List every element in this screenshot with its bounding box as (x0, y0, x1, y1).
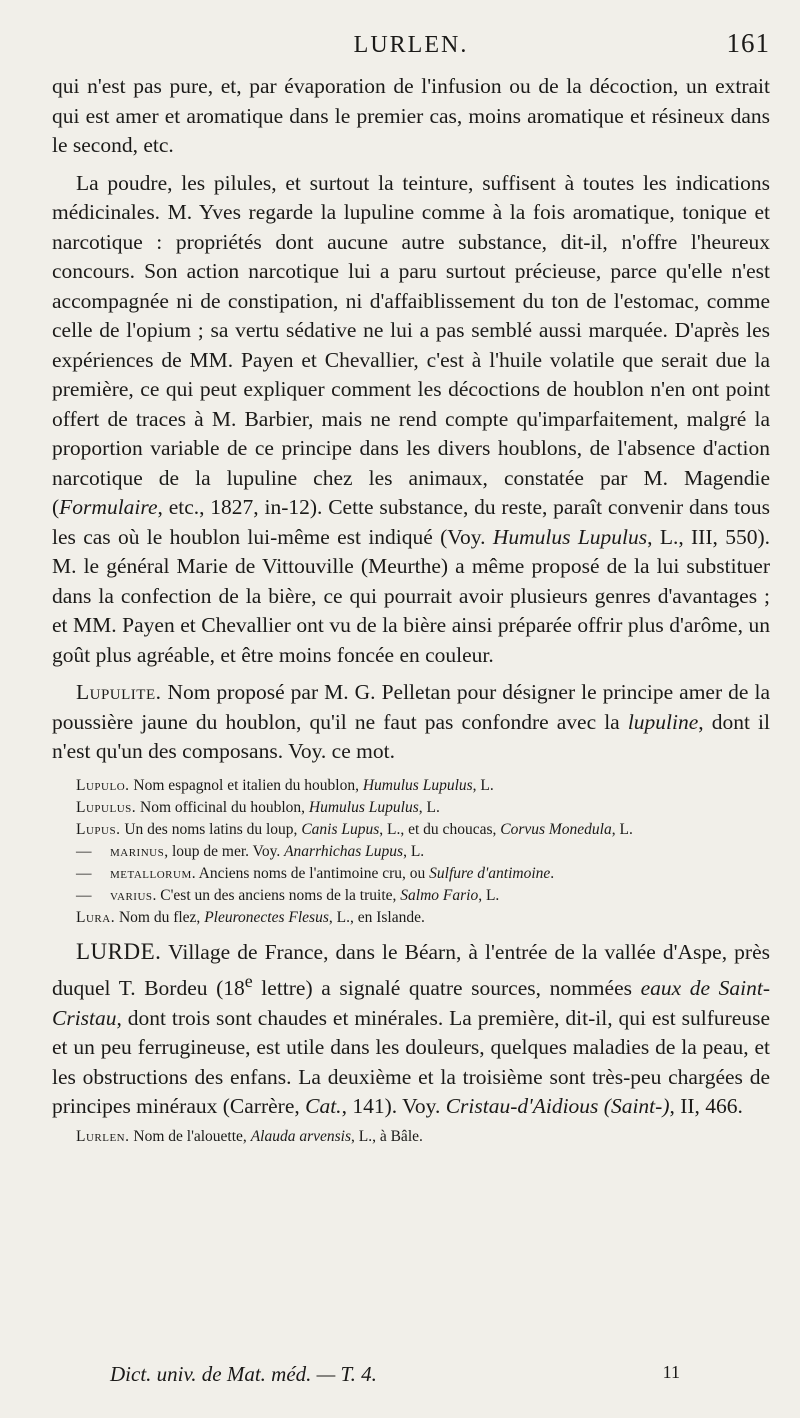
entry-headword: Lupulo. (76, 776, 130, 794)
text-run: , loup de mer. Voy. (164, 842, 285, 860)
italic-species: Humulus Lupulus (362, 776, 473, 794)
dash-mark: — (76, 886, 92, 904)
text-run: , L., à Bâle. (351, 1127, 423, 1145)
text-run: La poudre, les pilules, et surtout la teinture, suffisent à toutes les indications médicinales. M. Yves regarde la lupuline comme à la fois aromatique, tonique et narcotique : propriétés dont aucune autre substance, dit-il, n'offre l'heureux concours. Son action narcotique lui a paru surtout précieuse, parce qu'elle n'est accompagnée ni de constipation, ni d'affaiblissement du ton de l'estomac, comme celle de l'opium ; sa vertu sédative ne lui a pas semblé aussi marquée. D'après les expériences de MM. Payen et Chevallier, c'est à l'huile volatile que serait due la première, ce qui peut expliquer comment les décoctions de houblon n'en ont point offert de traces à M. Barbier, mais ne rend compte qu'imparfaitement, malgré la proportion variable de ce principe dans les divers houblons, de l'absence d'action narcotique de la lupuline chez les animaux, constatée par M. Magendie ( (52, 170, 770, 519)
entry-lurde (52, 937, 770, 1122)
text-run: , L. (418, 798, 440, 816)
text-run: , L. (611, 820, 633, 838)
entry-headword: Lupulus. (76, 798, 137, 816)
text-run: Un des noms latins du loup, (120, 820, 302, 838)
italic-species: Salmo Fario (400, 886, 479, 904)
dash-mark: — (76, 864, 92, 882)
text-run: . (550, 864, 555, 882)
page-number: 161 (726, 28, 770, 58)
text-run: , dont trois sont chaudes et minérales. La première, dit-il, qui est sulfureuse et un peu ferrugineuse, est utile dans les douleurs, quelques maladies de la peau, et les obstructions des enfans. La deuxième et la troisième sont très-peu chargées de principes minéraux (Carrère, (52, 1005, 770, 1119)
italic-species: Humulus Lupulus (492, 524, 648, 549)
entry-lupus (52, 819, 770, 841)
italic-species: Canis Lupus (301, 820, 380, 838)
text-run: Nom de l'alouette, (129, 1127, 251, 1145)
italic-ref: Formulaire (59, 495, 158, 519)
text-run: , etc., 1827, in-12). Cette substance, du reste, paraît convenir dans tous les cas où le houblon lui-même est indiqué (Voy. (52, 495, 770, 549)
entry-headword: marinus (110, 842, 165, 860)
page-footer (110, 1362, 680, 1387)
text-run: , L., et du choucas, (379, 820, 501, 838)
paragraph-continuation: qui n'est pas pure, et, par évaporation de l'infusion ou de la décoction, un extrait qui est amer et aromatique dans le premier cas, moins aromatique et résineux dans le second, etc. (52, 74, 770, 157)
text-run: , L. (403, 842, 425, 860)
entry-headword: LURDE. (76, 938, 162, 964)
entry-lupus-metallorum (52, 863, 770, 885)
entry-headword: Lurlen. (76, 1127, 130, 1145)
entry-lupus-marinus (52, 841, 770, 863)
entry-lupulite (52, 678, 770, 767)
italic-ref: Cat. (305, 1094, 342, 1119)
italic-species: Humulus Lupulus (308, 798, 419, 816)
entry-headword: metallorum (110, 864, 192, 882)
paragraph-lupuline-uses (52, 169, 770, 671)
entry-lurlen (52, 1126, 770, 1148)
text-run: Nom proposé par M. G. Pelletan pour désigner le principe amer de la poussière jaune du houblon, qu'il ne faut pas confondre avec la (52, 680, 770, 734)
superscript: e (244, 971, 253, 991)
italic-ref: Cristau-d'Aidious (Saint-) (445, 1094, 670, 1119)
italic-term: eaux de Saint-Cristau (52, 976, 770, 1030)
italic-species: Corvus Monedula (500, 820, 612, 838)
text-run: , L., III, 550). M. le général Marie de Vittouville (Meurthe) a même proposé de la lui substituer dans la confection de la bière, ce qui pourrait avoir plusieurs genres d'avantages ; et MM. Payen et Chevallier ont vu de la bière ainsi préparée offrir plus d'arôme, un goût plus agréable, et être moins foncée en couleur. (52, 524, 770, 667)
dash-mark: — (76, 842, 92, 860)
entry-headword: Lura. (76, 908, 116, 926)
entry-lupulo (52, 775, 770, 797)
text-run: , II, 466. (669, 1094, 743, 1119)
text-run: lettre) a signalé quatre sources, nommées (252, 976, 641, 1001)
italic-species: Anarrhichas Lupus (284, 842, 404, 860)
text-run: Village de France, dans le Béarn, à l'entrée de la vallée d'Aspe, près duquel T. Bordeu (18 (52, 939, 770, 1001)
entry-lura (52, 907, 770, 929)
text-run: , L. (472, 776, 494, 794)
page-header (52, 28, 770, 72)
footer-title: Dict. univ. de Mat. méd. — T. 4. (110, 1362, 377, 1386)
text-run: , L., en Islande. (328, 908, 425, 926)
entry-lupus-varius (52, 885, 770, 907)
italic-species: Pleuronectes Flesus (204, 908, 329, 926)
text-run: , dont il n'est qu'un des composans. Voy. ce mot. (52, 709, 770, 763)
text-run: , L. (478, 886, 500, 904)
entry-headword: varius (110, 886, 153, 904)
running-title: LURLEN. (353, 32, 469, 58)
text-run: Nom du flez, (115, 908, 205, 926)
text-run: , 141). Voy. (341, 1094, 446, 1119)
entry-headword: Lupus. (76, 820, 121, 838)
text-run: . Anciens noms de l'antimoine cru, ou (191, 864, 430, 882)
text-run: Nom officinal du houblon, (136, 798, 309, 816)
text-run: Nom espagnol et italien du houblon, (129, 776, 363, 794)
signature-mark: 11 (662, 1362, 680, 1382)
text-run: . C'est un des anciens noms de la truite, (152, 886, 401, 904)
italic-species: Alauda arvensis (250, 1127, 351, 1145)
italic-term: lupuline (627, 709, 699, 734)
entry-headword: Lupulite. (76, 680, 162, 704)
entry-lupulus (52, 797, 770, 819)
italic-species: Sulfure d'antimoine (429, 864, 551, 882)
